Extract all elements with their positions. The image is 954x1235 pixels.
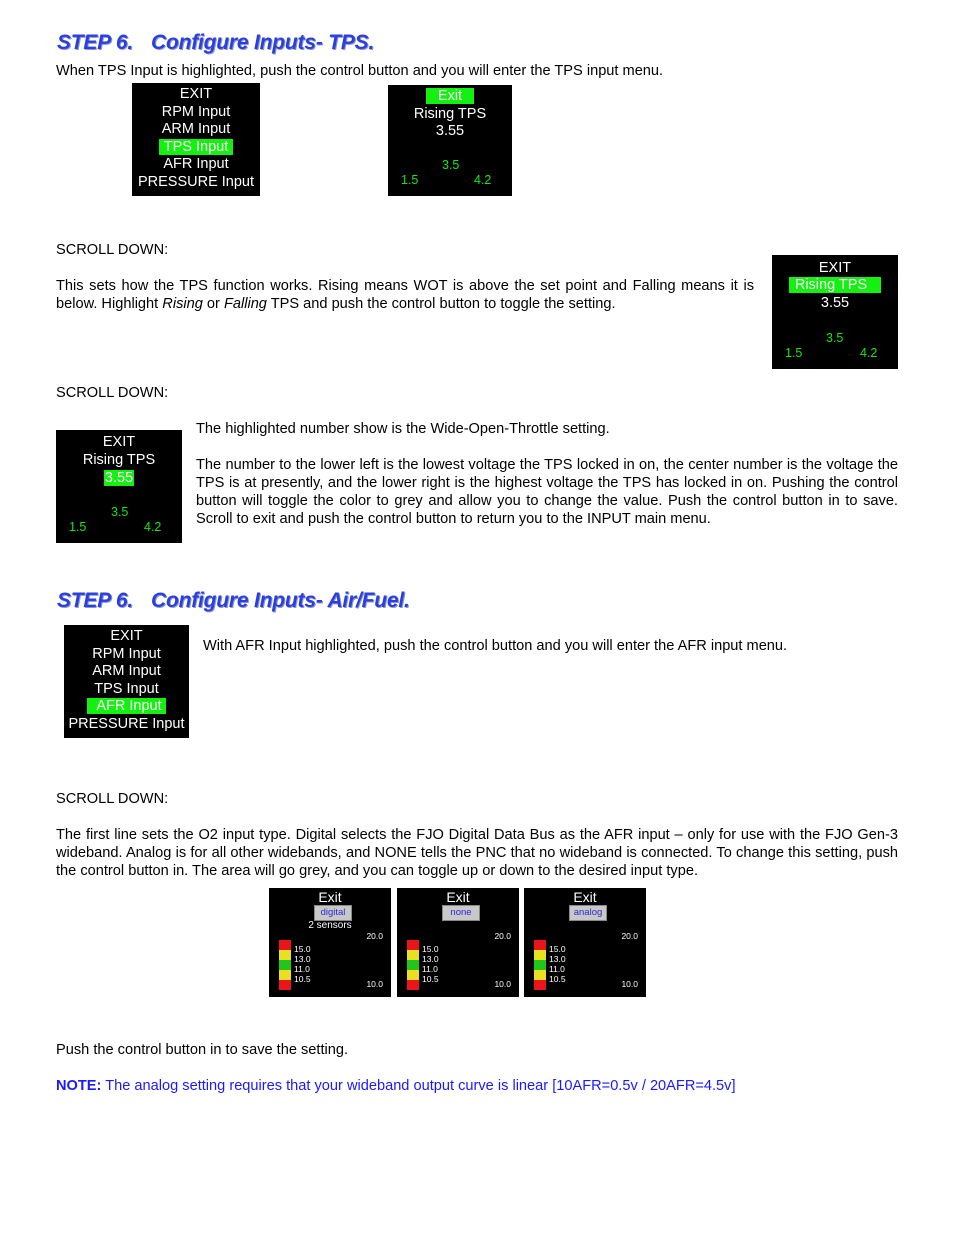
tps-intro-text: When TPS Input is highlighted, push the control button and you will enter the TPS input menu. [56,63,664,79]
tps-high-value: 4.2 [474,173,492,187]
afr-none-top-right: 20.0 [494,931,511,941]
save-setting-text: Push the control button in to save the setting. [56,1042,349,1058]
afr-scale-label: 15.0 [422,944,439,954]
afr-scale-label: 13.0 [422,954,439,964]
tps-section-heading [57,31,374,55]
afr-menu-item-tps: TPS Input [94,681,159,697]
afr-menu-item-exit: EXIT [110,628,143,644]
afr-bar-green [407,960,419,970]
afr-bar-red-bottom [407,980,419,990]
afr-scale-label: 10.5 [422,974,439,984]
falling-word: Falling [223,296,267,312]
afr-menu-item-pressure: PRESSURE Input [68,716,185,732]
scroll-down-label-2: SCROLL DOWN: [56,385,169,401]
afr-none-exit: Exit [446,889,470,905]
afr-bar-red-bottom [279,980,291,990]
afr-menu-item-rpm: RPM Input [92,646,161,662]
tps2-low-value: 1.5 [785,346,803,360]
afr-screen-analog [524,888,646,997]
afr-screen-digital [269,888,391,997]
tps2-high-value: 4.2 [860,346,878,360]
note-label: NOTE: [56,1078,102,1094]
analog-note [56,1077,736,1095]
tps3-voltage-highlighted: 3.55 [104,470,134,486]
tps-values-explanation: The number to the lower left is the lowest voltage the TPS locked in on, the center number is the voltage the TPS is at presently, and the lower right is the highest voltage the TPS has locked in on. Pushing the control button will toggle the color to grey and allow you to change the value. Push the control button in to save. Scroll to exit and push the control button to return you to the INPUT main menu. [196,457,898,527]
o2-input-type-description: The first line sets the O2 input type. Digital selects the FJO Digital Data Bus as the AFR input – only for use with the FJO Gen-3 wideband. Analog is for all other widebands, and NONE tells the PNC that no wideband is connected. To change this setting, push the control button in. The area will go grey, and you can toggle up or down to the desired input type. [56,827,898,879]
afr-analog-bottom-right: 10.0 [621,979,638,989]
afr-bar-green [279,960,291,970]
afr-none-bottom-right: 10.0 [494,979,511,989]
afr-scale-label: 13.0 [549,954,566,964]
afr-scale-label: 11.0 [422,964,438,974]
tps-settings-screen-exit-highlighted [388,85,512,196]
tps-heading-title: Configure Inputs- TPS. [151,31,375,54]
menu-item-arm: ARM Input [161,121,231,137]
afr-input-menu-screen [64,625,189,738]
menu-item-rpm: RPM Input [161,104,231,120]
wot-setting-text: The highlighted number show is the Wide-Open-Throttle setting. [196,421,610,437]
tps2-exit: EXIT [818,260,852,276]
tps-settings-screen-voltage-highlighted [56,430,182,543]
afr-bar-yellow-top [534,950,546,960]
afr-type-analog-box: analog [569,905,607,921]
afr-bar-red-top [279,940,291,950]
tps3-exit: EXIT [102,434,136,450]
afr-bar-green [534,960,546,970]
afr-scroll-down-label: SCROLL DOWN: [56,791,169,807]
scroll-down-label-1: SCROLL DOWN: [56,242,169,258]
tps2-center-value: 3.5 [826,331,844,345]
tps-exit-highlighted: Exit [426,88,474,104]
tps-heading-step: STEP 6. [57,31,134,54]
tps3-mode-line: Rising TPS [82,452,156,468]
tps3-center-value: 3.5 [111,505,129,519]
rising-word: Rising [162,296,203,312]
afr-bar-red-bottom [534,980,546,990]
afr-digital-exit: Exit [318,889,342,905]
tps-low-value: 1.5 [401,173,419,187]
afr-digital-top-right: 20.0 [366,931,383,941]
afr-scale-label: 10.5 [294,974,311,984]
afr-scale-label: 13.0 [294,954,311,964]
tps2-mode-highlighted: Rising TPS [789,277,881,293]
afr-scale-label: 15.0 [294,944,311,954]
afr-scale-label: 11.0 [294,964,310,974]
afr-analog-exit: Exit [573,889,597,905]
note-text: The analog setting requires that your wideband output curve is linear [10AFR=0.5v / 20AFR=4.5v] [101,1078,736,1094]
afr-sensor-count: 2 sensors [308,920,352,931]
afr-scale-label: 10.5 [549,974,566,984]
afr-digital-bottom-right: 10.0 [366,979,383,989]
afr-scale-label: 11.0 [549,964,565,974]
tps3-high-value: 4.2 [144,520,162,534]
afr-intro-text: With AFR Input highlighted, push the control button and you will enter the AFR input menu. [203,638,788,654]
rising-falling-description: This sets how the TPS function works. Rising means WOT is above the set point and Falling means it is below. Highlight Rising or Falling TPS and push the control button to toggle the setting. [56,278,754,312]
afr-bar-yellow-top [279,950,291,960]
afr-heading-step: STEP 6. [57,589,134,612]
tps-input-menu-screen [132,83,260,196]
afr-bar-red-top [407,940,419,950]
afr-menu-item-afr-highlighted: AFR Input [87,698,165,714]
menu-item-exit: EXIT [179,86,213,102]
tps-center-value: 3.5 [442,158,460,172]
afr-analog-top-right: 20.0 [621,931,638,941]
afr-bar-red-top [534,940,546,950]
menu-item-tps-highlighted: TPS Input [159,139,233,155]
afr-bar-yellow-top [407,950,419,960]
tps-settings-screen-mode-highlighted [772,255,898,369]
afr-heading-title: Configure Inputs- Air/Fuel. [151,589,410,612]
afr-type-none-box: none [442,905,480,921]
afr-scale-label: 15.0 [549,944,566,954]
tps-voltage: 3.55 [435,123,465,139]
afr-bar-yellow-bottom [534,970,546,980]
menu-item-pressure: PRESSURE Input [137,174,255,190]
afr-section-heading [57,589,410,613]
tps2-voltage: 3.55 [820,295,850,311]
afr-menu-item-arm: ARM Input [92,663,161,679]
afr-bar-yellow-bottom [279,970,291,980]
afr-type-digital-box: digital [314,905,352,921]
tps3-low-value: 1.5 [69,520,87,534]
menu-item-afr: AFR Input [163,156,229,172]
afr-screen-none [397,888,519,997]
afr-bar-yellow-bottom [407,970,419,980]
tps-mode-line: Rising TPS [413,106,487,122]
